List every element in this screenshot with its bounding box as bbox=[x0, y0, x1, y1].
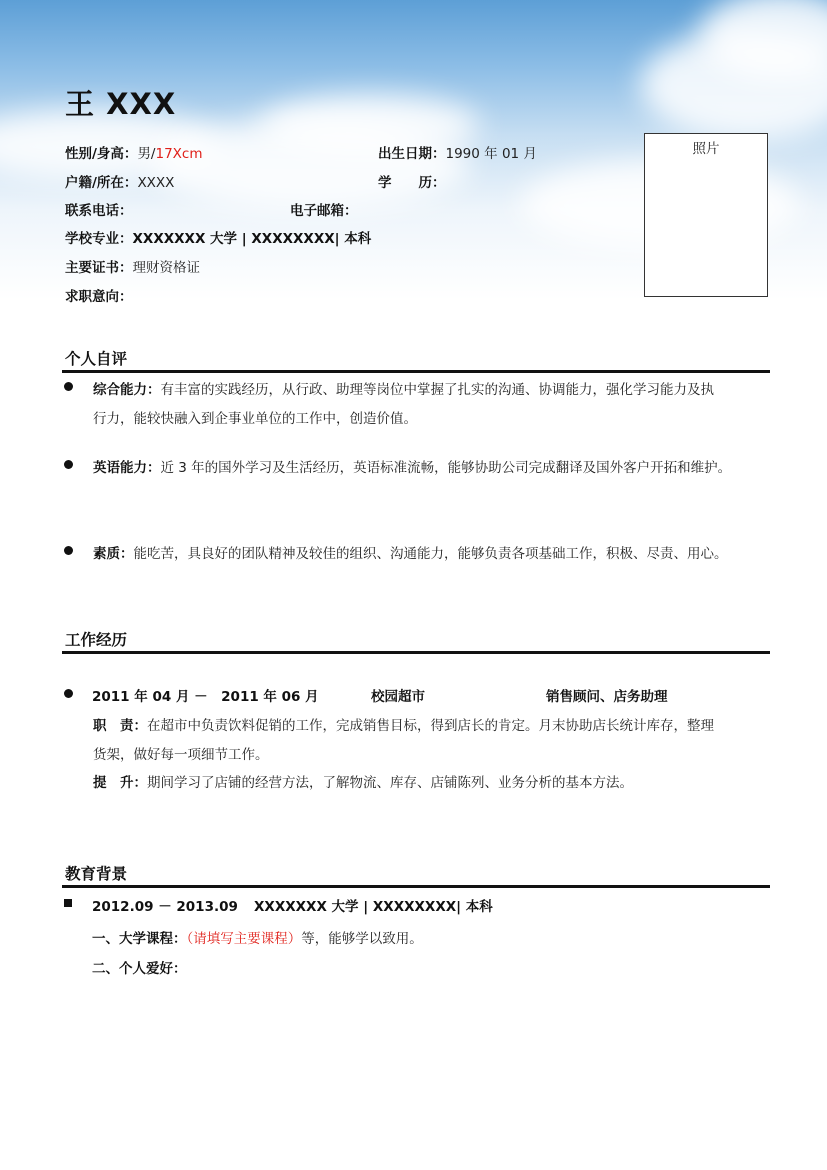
email-row bbox=[290, 199, 358, 219]
gender-value: 男/ bbox=[137, 146, 156, 162]
birth-value: 1990 年 01 月 bbox=[445, 146, 537, 162]
work-duty bbox=[93, 714, 714, 734]
work-period: 2011 年 04 月 － 2011 年 06 月 bbox=[92, 689, 319, 705]
work-position: 销售顾问、店务助理 bbox=[546, 689, 668, 705]
education-divider bbox=[62, 885, 770, 888]
cert-value: 理财资格证 bbox=[132, 260, 200, 276]
photo-label: 照片 bbox=[692, 141, 720, 157]
education-school: XXXXXXX 大学 | XXXXXXXX| 本科 bbox=[254, 899, 493, 915]
education-course-label: 一、大学课程： bbox=[92, 931, 187, 947]
self-eval-item-2-label: 英语能力： bbox=[93, 460, 161, 476]
work-divider bbox=[62, 651, 770, 654]
self-eval-item-1-line2: 行力，能较快融入到企事业单位的工作中，创造价值。 bbox=[93, 411, 417, 427]
birth-label: 出生日期： bbox=[378, 146, 446, 162]
education-course-hint: （请填写主要课程） bbox=[186, 931, 302, 947]
bullet-icon bbox=[64, 689, 73, 698]
bullet-icon bbox=[64, 382, 73, 391]
hometown-label: 户籍/所在： bbox=[65, 175, 138, 191]
school-label: 学校专业： bbox=[65, 231, 133, 247]
work-duty-label: 职 责： bbox=[93, 718, 147, 734]
gender-label: 性别/身高： bbox=[65, 146, 138, 162]
education-period: 2012.09 － 2013.09 bbox=[92, 899, 238, 915]
self-eval-item-3-line1: 能吃苦，具良好的团队精神及较佳的组织、沟通能力，能够负责各项基础工作，积极、尽责、用心。 bbox=[133, 546, 728, 562]
square-bullet-icon bbox=[64, 899, 72, 907]
phone-label: 联系电话： bbox=[65, 203, 133, 219]
self-eval-item-2 bbox=[93, 456, 731, 476]
work-gain-text: 期间学习了店铺的经营方法，了解物流、库存、店铺陈列、业务分析的基本方法。 bbox=[147, 775, 633, 791]
cert-label: 主要证书： bbox=[65, 260, 133, 276]
cert-row bbox=[65, 256, 200, 276]
intent-row bbox=[65, 285, 133, 305]
education-course-suffix: 等，能够学以致用。 bbox=[301, 931, 423, 947]
self-eval-item-3 bbox=[93, 542, 728, 562]
education-course bbox=[92, 927, 423, 947]
work-gain bbox=[93, 771, 633, 791]
work-duty-line1: 在超市中负责饮料促销的工作，完成销售目标，得到店长的肯定。月末协助店长统计库存，整理 bbox=[147, 718, 714, 734]
school-row bbox=[65, 227, 371, 247]
gender-row bbox=[65, 142, 203, 162]
candidate-name: 王 XXX bbox=[65, 87, 177, 121]
work-title: 工作经历 bbox=[65, 631, 128, 649]
hometown-row bbox=[65, 171, 174, 191]
photo-box bbox=[644, 133, 768, 297]
work-gain-label: 提 升： bbox=[93, 775, 147, 791]
intent-label: 求职意向： bbox=[65, 289, 133, 305]
education-title: 教育背景 bbox=[65, 865, 128, 883]
education-label: 学 历： bbox=[378, 175, 446, 191]
work-company: 校园超市 bbox=[371, 689, 425, 705]
hometown-value: XXXX bbox=[137, 175, 175, 191]
self-eval-item-2-line1: 近 3 年的国外学习及生活经历，英语标准流畅，能够协助公司完成翻译及国外客户开拓和维护。 bbox=[160, 460, 732, 476]
self-eval-title: 个人自评 bbox=[65, 350, 128, 368]
self-eval-divider bbox=[62, 370, 770, 373]
phone-row bbox=[65, 199, 133, 219]
bullet-icon bbox=[64, 546, 73, 555]
education-row bbox=[378, 171, 446, 191]
bullet-icon bbox=[64, 460, 73, 469]
self-eval-item-1 bbox=[93, 378, 714, 398]
self-eval-item-3-label: 素质： bbox=[93, 546, 134, 562]
birth-row bbox=[378, 142, 537, 162]
school-value: XXXXXXX 大学 | XXXXXXXX| 本科 bbox=[132, 231, 372, 247]
self-eval-item-1-line1: 有丰富的实践经历，从行政、助理等岗位中掌握了扎实的沟通、协调能力，强化学习能力及执 bbox=[160, 382, 714, 398]
email-label: 电子邮箱： bbox=[290, 203, 358, 219]
education-hobby-label: 二、个人爱好： bbox=[92, 961, 187, 977]
self-eval-item-1-label: 综合能力： bbox=[93, 382, 161, 398]
height-value: 17Xcm bbox=[155, 146, 203, 162]
work-duty-line2: 货架，做好每一项细节工作。 bbox=[93, 747, 269, 763]
